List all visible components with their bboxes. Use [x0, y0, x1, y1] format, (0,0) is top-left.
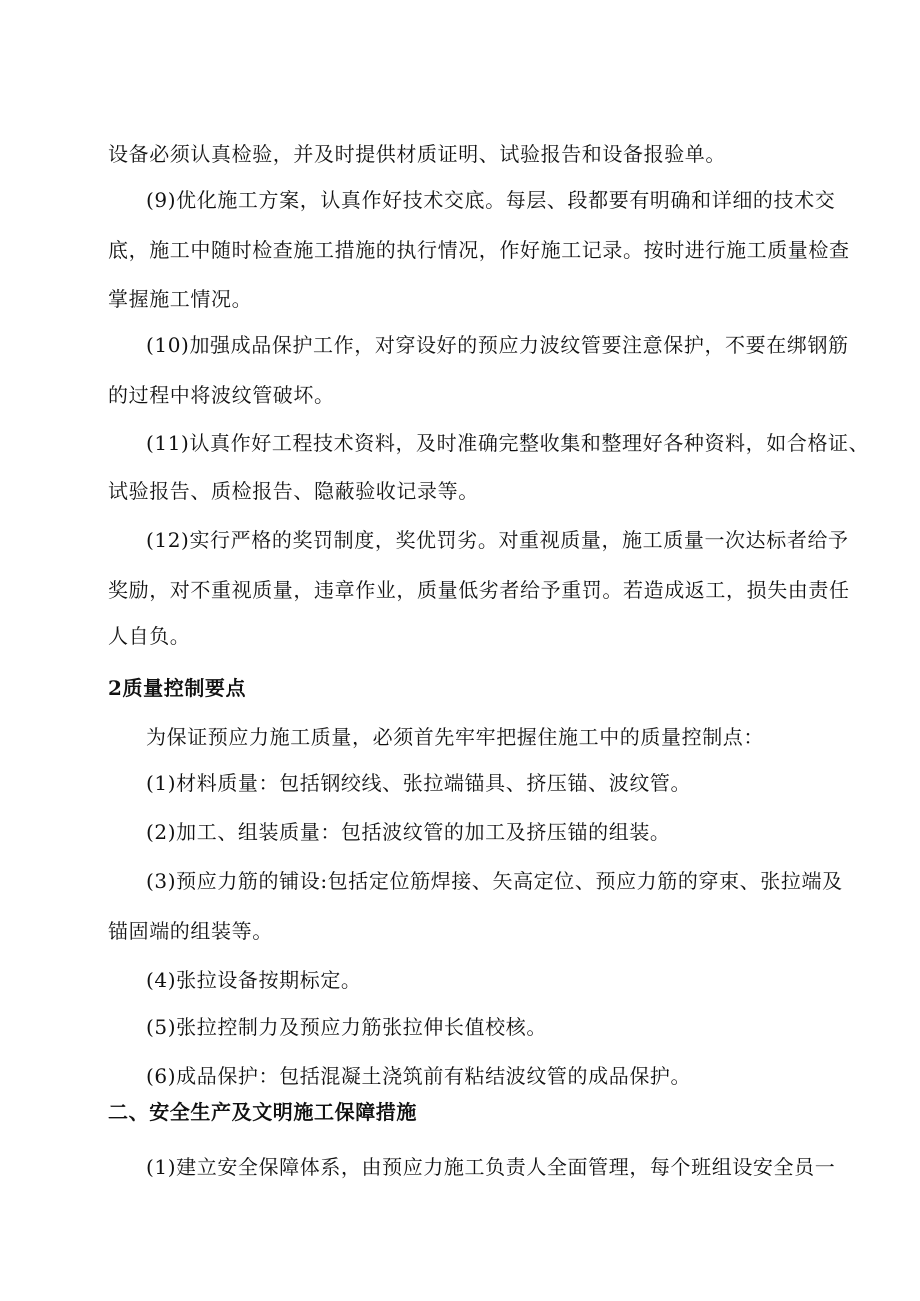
- text-line: (9)优化施工方案，认真作好技术交底。每层、段都要有明确和详细的技术交: [146, 188, 836, 212]
- section-heading: 2质量控制要点: [108, 676, 247, 700]
- text-line: (10)加强成品保护工作，对穿设好的预应力波纹管要注意保护，不要在绑钢筋: [146, 333, 849, 357]
- text-line: 为保证预应力施工质量，必须首先牢牢把握住施工中的质量控制点：: [146, 725, 764, 749]
- section-heading: 二、安全生产及文明施工保障措施: [108, 1100, 417, 1124]
- text-line: (11)认真作好工程技术资料，及时准确完整收集和整理好各种资料，如合格证、: [146, 431, 870, 455]
- text-line: 试验报告、质检报告、隐蔽验收记录等。: [108, 479, 479, 503]
- text-line: 的过程中将波纹管破坏。: [108, 383, 335, 407]
- text-line: 人自负。: [108, 624, 191, 648]
- text-line: 锚固端的组装等。: [108, 919, 273, 943]
- list-item: (1)建立安全保障体系，由预应力施工负责人全面管理，每个班组设安全员一: [146, 1155, 836, 1179]
- list-item: (1)材料质量：包括钢绞线、张拉端锚具、挤压锚、波纹管。: [146, 771, 692, 795]
- list-item: (5)张拉控制力及预应力筋张拉伸长值校核。: [146, 1015, 547, 1039]
- list-item: (3)预应力筋的铺设:包括定位筋焊接、矢高定位、预应力筋的穿束、张拉端及: [146, 869, 843, 893]
- text-line: 掌握施工情况。: [108, 287, 253, 311]
- list-item: (6)成品保护：包括混凝土浇筑前有粘结波纹管的成品保护。: [146, 1064, 692, 1088]
- text-line: 设备必须认真检验，并及时提供材质证明、试验报告和设备报验单。: [108, 142, 726, 166]
- text-line: 奖励，对不重视质量，违章作业，质量低劣者给予重罚。若造成返工，损失由责任: [108, 578, 850, 602]
- text-line: 底，施工中随时检查施工措施的执行情况，作好施工记录。按时进行施工质量检查: [108, 238, 850, 262]
- list-item: (4)张拉设备按期标定。: [146, 968, 362, 992]
- list-item: (2)加工、组装质量：包括波纹管的加工及挤压锚的组装。: [146, 820, 671, 844]
- text-line: (12)实行严格的奖罚制度，奖优罚劣。对重视质量，施工质量一次达标者给予: [146, 528, 849, 552]
